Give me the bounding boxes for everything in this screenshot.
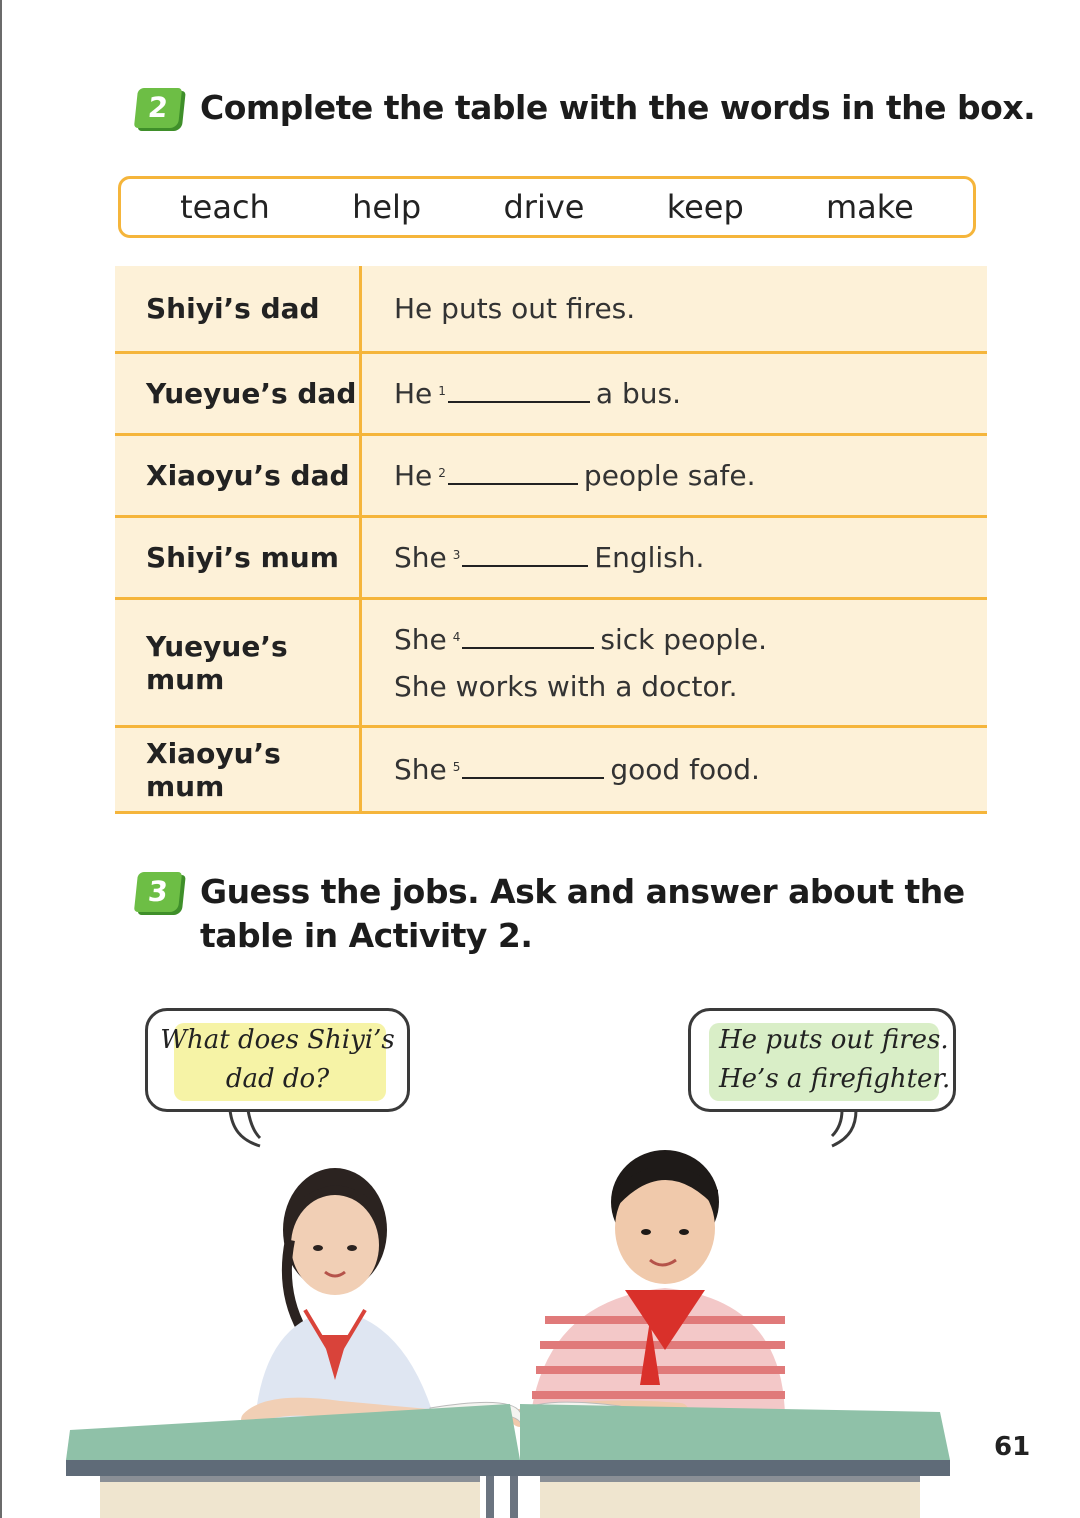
activity-3-badge: 3: [134, 872, 182, 912]
word-box-item: drive: [503, 188, 585, 226]
activity-2-title: Complete the table with the words in the box.: [200, 88, 1036, 127]
bubble-text-line: He puts out fires.: [719, 1025, 949, 1055]
table-row: [115, 266, 987, 354]
table-row: [115, 354, 987, 436]
bubble-text-line: What does Shiyi’s: [160, 1025, 395, 1055]
blank-number: 2: [438, 466, 446, 480]
sentence-start: She: [394, 541, 447, 574]
person-name: Yueyue’s dad: [115, 354, 362, 433]
table-row: [115, 600, 987, 728]
desk-figure: [66, 1404, 950, 1518]
table-row: [115, 436, 987, 518]
sentence-end: people safe.: [583, 459, 756, 492]
person-name: Xiaoyu’s mum: [115, 728, 362, 811]
job-description: [362, 436, 987, 515]
blank-number: 3: [452, 548, 461, 562]
activity-3-title-line-1: Guess the jobs. Ask and answer about the: [200, 872, 965, 911]
answer-blank-3[interactable]: [462, 543, 588, 567]
page-number: 61: [994, 1432, 1031, 1462]
job-description: [362, 354, 987, 433]
speech-bubble-answer: [688, 1008, 956, 1112]
sentence-start: He: [394, 459, 433, 492]
boy-figure: [520, 1150, 785, 1420]
bubble-text-line: dad do?: [225, 1064, 330, 1094]
answer-blank-5[interactable]: [462, 755, 604, 779]
sentence-end: a bus.: [595, 377, 681, 410]
answer-blank-1[interactable]: [448, 379, 590, 403]
word-box-item: teach: [180, 188, 270, 226]
word-box-item: help: [352, 188, 422, 226]
job-description: [362, 600, 987, 725]
job-description: [362, 518, 987, 597]
activity-3-title-line-2: table in Activity 2.: [200, 916, 533, 955]
table-row: [115, 518, 987, 600]
sentence-start: He: [394, 377, 433, 410]
sentence-text: She works with a doctor.: [394, 669, 738, 703]
sentence-start: She: [394, 622, 447, 656]
sentence-end: sick people.: [600, 622, 768, 656]
answer-blank-2[interactable]: [448, 461, 578, 485]
job-description: [362, 266, 987, 351]
job-description: [362, 728, 987, 811]
bubble-text-line: He’s a firefighter.: [719, 1064, 951, 1094]
person-name: Yueyue’s mum: [115, 600, 362, 725]
activity-2-badge: 2: [134, 88, 182, 128]
sentence-end: good food.: [610, 753, 760, 786]
page-edge: [0, 0, 2, 1518]
word-box-item: make: [826, 188, 914, 226]
blank-number: 1: [438, 384, 446, 398]
word-box-item: keep: [666, 188, 744, 226]
sentence-start: She: [394, 753, 447, 786]
sentence-end: English.: [594, 541, 705, 574]
children-reading-photo: [40, 1120, 1000, 1518]
word-box: [118, 176, 976, 238]
answer-blank-4[interactable]: [462, 625, 594, 649]
girl-figure: [250, 1168, 450, 1420]
blank-number: 4: [452, 629, 461, 644]
blank-number: 5: [452, 760, 461, 774]
jobs-table: [115, 266, 987, 814]
table-row: [115, 728, 987, 814]
sentence-text: He puts out fires.: [394, 292, 636, 325]
person-name: Xiaoyu’s dad: [115, 436, 362, 515]
speech-bubble-question: [145, 1008, 410, 1112]
person-name: Shiyi’s dad: [115, 266, 362, 351]
person-name: Shiyi’s mum: [115, 518, 362, 597]
activity-3-title: [200, 870, 965, 958]
